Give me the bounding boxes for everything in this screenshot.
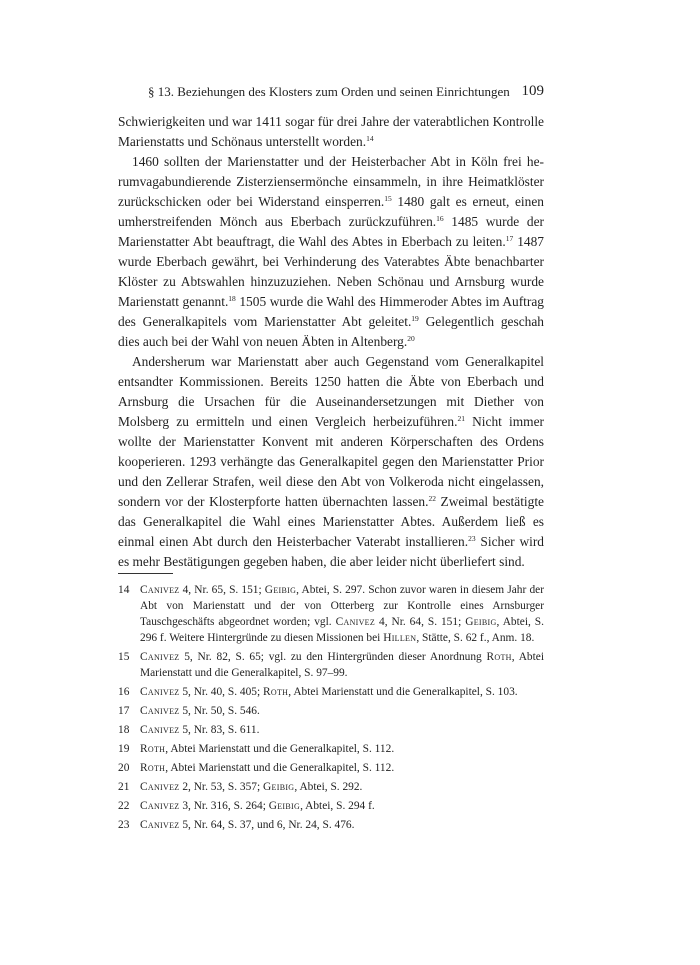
footnote-number: 14: [118, 584, 130, 596]
footnote-number: 21: [118, 781, 130, 793]
author-name: Canivez: [335, 616, 376, 628]
paragraph-text: Gelegentlich geschah dies auch bei der Wahl von neuen Äbten in Altenberg.: [118, 314, 544, 349]
citation-text: , Abtei, S. 292.: [294, 781, 363, 793]
footnote-text: [140, 703, 544, 719]
footnote-number: 22: [118, 800, 130, 812]
paragraph-2: [118, 152, 544, 352]
footnotes: [118, 582, 544, 836]
footnote-text: [140, 817, 544, 833]
citation-text: 2, Nr. 53, S. 357;: [179, 781, 264, 793]
footnote-text: [140, 798, 544, 814]
citation-text: 5, Nr. 64, S. 37, und 6, Nr. 24, S. 476.: [179, 819, 355, 831]
citation-text: 5, Nr. 83, S. 611.: [179, 724, 260, 736]
paragraph-text: Zweimal bestätigte das Generalkapitel die Wahl eines Marienstatter Abtes. Außerdem ließ es einmal einen Abt durch den Heisterbacher Vaterabt installieren.: [118, 494, 545, 549]
footnote-ref: 16: [436, 214, 444, 223]
footnote-ref: 18: [228, 294, 236, 303]
citation-text: , Abtei Marienstatt und die Generalkapitel, S. 103.: [288, 686, 518, 698]
author-name: Roth: [140, 743, 166, 755]
citation-text: , Abtei Marienstatt und die Generalkapitel, S. 112.: [165, 762, 395, 774]
footnote-20: [118, 760, 544, 776]
footnote-text: [140, 741, 544, 757]
paragraph-text: Schwierigkeiten und war 1411 sogar für drei Jahre der vaterabtlichen Kontrolle Marienstatts und Schönaus unterstellt worden.: [118, 114, 544, 149]
footnote-number: 16: [118, 686, 130, 698]
author-name: Roth: [486, 651, 512, 663]
citation-text: 5, Nr. 50, S. 546.: [179, 705, 260, 717]
footnote-divider: [118, 573, 173, 574]
footnote-ref: 15: [384, 194, 392, 203]
footnote-15: [118, 649, 544, 681]
paragraph-text: 1460 sollten der Marienstatter und der Heisterbacher Abt in Köln frei herumvagabundierende Zisterziensermönche einsammeln, in ihre Heimatklöster zurückschicken oder bei Widerstand einsperren.: [118, 154, 544, 209]
paragraph-text: 1487 wurde Eberbach gewährt, bei Verhinderung des Vaterabtes Äbte benachbarter Klöster zu Abtswahlen hinzuzuziehen. Neben Schönau und Arnsburg wurde Marienstatt genannt.: [118, 234, 544, 309]
footnote-21: [118, 779, 544, 795]
footnote-number: 20: [118, 762, 130, 774]
footnote-text: [140, 760, 544, 776]
author-name: Canivez: [140, 584, 180, 596]
paragraph-3: [118, 352, 544, 572]
paragraph-text: 1505 wurde die Wahl des Himmeroder Abtes im Auftrag des Generalkapitels vom Marienstatter Abt geleitet.: [118, 294, 544, 329]
citation-text: 4, Nr. 65, S. 151;: [179, 584, 265, 596]
paragraph-text: Nicht immer wollte der Marienstatter Konvent mit anderen Körperschaften des Ordens kooperieren. 1293 verhängte das Generalkapitel gegen den Marienstatter Prior und den Zellerar Strafen, weil diese den Abt von Volkeroda nicht eingelassen, sondern vor der Klosterpforte hatten übernachten lassen.: [118, 414, 544, 509]
author-name: Canivez: [140, 819, 180, 831]
author-name: Geibig: [264, 584, 297, 596]
author-name: Canivez: [140, 705, 180, 717]
footnote-18: [118, 722, 544, 738]
footnote-text: [140, 582, 544, 646]
author-name: Geibig: [465, 616, 497, 628]
citation-text: , Abtei, S. 296 f. Weitere Hintergründe zu diesen Missionen bei: [140, 616, 544, 644]
footnote-ref: 23: [468, 534, 476, 543]
author-name: Roth: [140, 762, 166, 774]
paragraph-1: [118, 112, 544, 152]
citation-text: 3, Nr. 316, S. 264;: [179, 800, 269, 812]
citation-text: 5, Nr. 82, S. 65; vgl. zu den Hintergründen dieser Anordnung: [179, 651, 487, 663]
author-name: Canivez: [140, 724, 180, 736]
citation-text: , Stätte, S. 62 f., Anm. 18.: [416, 632, 535, 644]
paragraph-text: Andersherum war Marienstatt aber auch Gegenstand vom Generalkapitel entsandter Kommissionen. Bereits 1250 hatten die Äbte von Eberbach und Arnsburg die Ursachen für die Auseinandersetzungen mit Diether von Molsberg zu ermitteln und einen Vergleich herbeizuführen.: [118, 354, 544, 429]
footnote-14: [118, 582, 544, 646]
footnote-17: [118, 703, 544, 719]
paragraph-text: Sicher wird es mehr Bestätigungen gegeben haben, die aber leider nicht überliefert sind.: [118, 534, 544, 569]
footnote-text: [140, 649, 544, 681]
footnote-ref: 20: [407, 334, 415, 343]
citation-text: , Abtei, S. 294 f.: [300, 800, 375, 812]
footnote-16: [118, 684, 544, 700]
footnote-number: 15: [118, 651, 130, 663]
footnote-19: [118, 741, 544, 757]
footnote-ref: 22: [428, 494, 436, 503]
author-name: Canivez: [140, 686, 180, 698]
footnote-text: [140, 779, 544, 795]
footnote-number: 19: [118, 743, 130, 755]
running-head-title: § 13. Beziehungen des Klosters zum Orden und seinen Einrichtungen: [148, 84, 510, 99]
page-number: 109: [521, 83, 544, 99]
author-name: Geibig: [268, 800, 301, 812]
citation-text: , Abtei Marienstatt und die Generalkapitel, S. 97–99.: [140, 651, 545, 679]
paragraph-text: 1485 wurde der Marienstatter Abt beauftragt, die Wahl des Abtes in Eberbach zu leiten.: [118, 214, 545, 249]
footnote-number: 23: [118, 819, 130, 831]
citation-text: , Abtei Marienstatt und die Generalkapitel, S. 112.: [165, 743, 395, 755]
author-name: Canivez: [140, 781, 180, 793]
citation-text: 5, Nr. 40, S. 405;: [179, 686, 264, 698]
footnote-ref: 19: [411, 314, 419, 323]
footnote-ref: 17: [505, 234, 514, 243]
citation-text: 4, Nr. 64, S. 151;: [375, 616, 466, 628]
author-name: Geibig: [263, 781, 295, 793]
paragraph-text: 1480 galt es erneut, einen umherstreifenden Mönch aus Eberbach zurückzuführen.: [118, 194, 544, 229]
footnote-ref: 14: [366, 134, 374, 143]
footnote-ref: 21: [457, 414, 465, 423]
footnote-number: 18: [118, 724, 130, 736]
footnote-number: 17: [118, 705, 130, 717]
author-name: Roth: [263, 686, 289, 698]
author-name: Canivez: [140, 800, 180, 812]
author-name: Canivez: [140, 651, 180, 663]
footnote-text: [140, 722, 544, 738]
main-text: [118, 112, 544, 572]
footnote-text: [140, 684, 544, 700]
author-name: Hillen: [383, 632, 417, 644]
footnote-23: [118, 817, 544, 833]
footnote-22: [118, 798, 544, 814]
citation-text: , Abtei, S. 297. Schon zuvor waren in diesem Jahr der Abt von Marienstatt und der von Otterberg zur Kontrolle eines Arnsburger Tauschgeschäfts abgeordnet worden; vgl.: [140, 584, 544, 628]
